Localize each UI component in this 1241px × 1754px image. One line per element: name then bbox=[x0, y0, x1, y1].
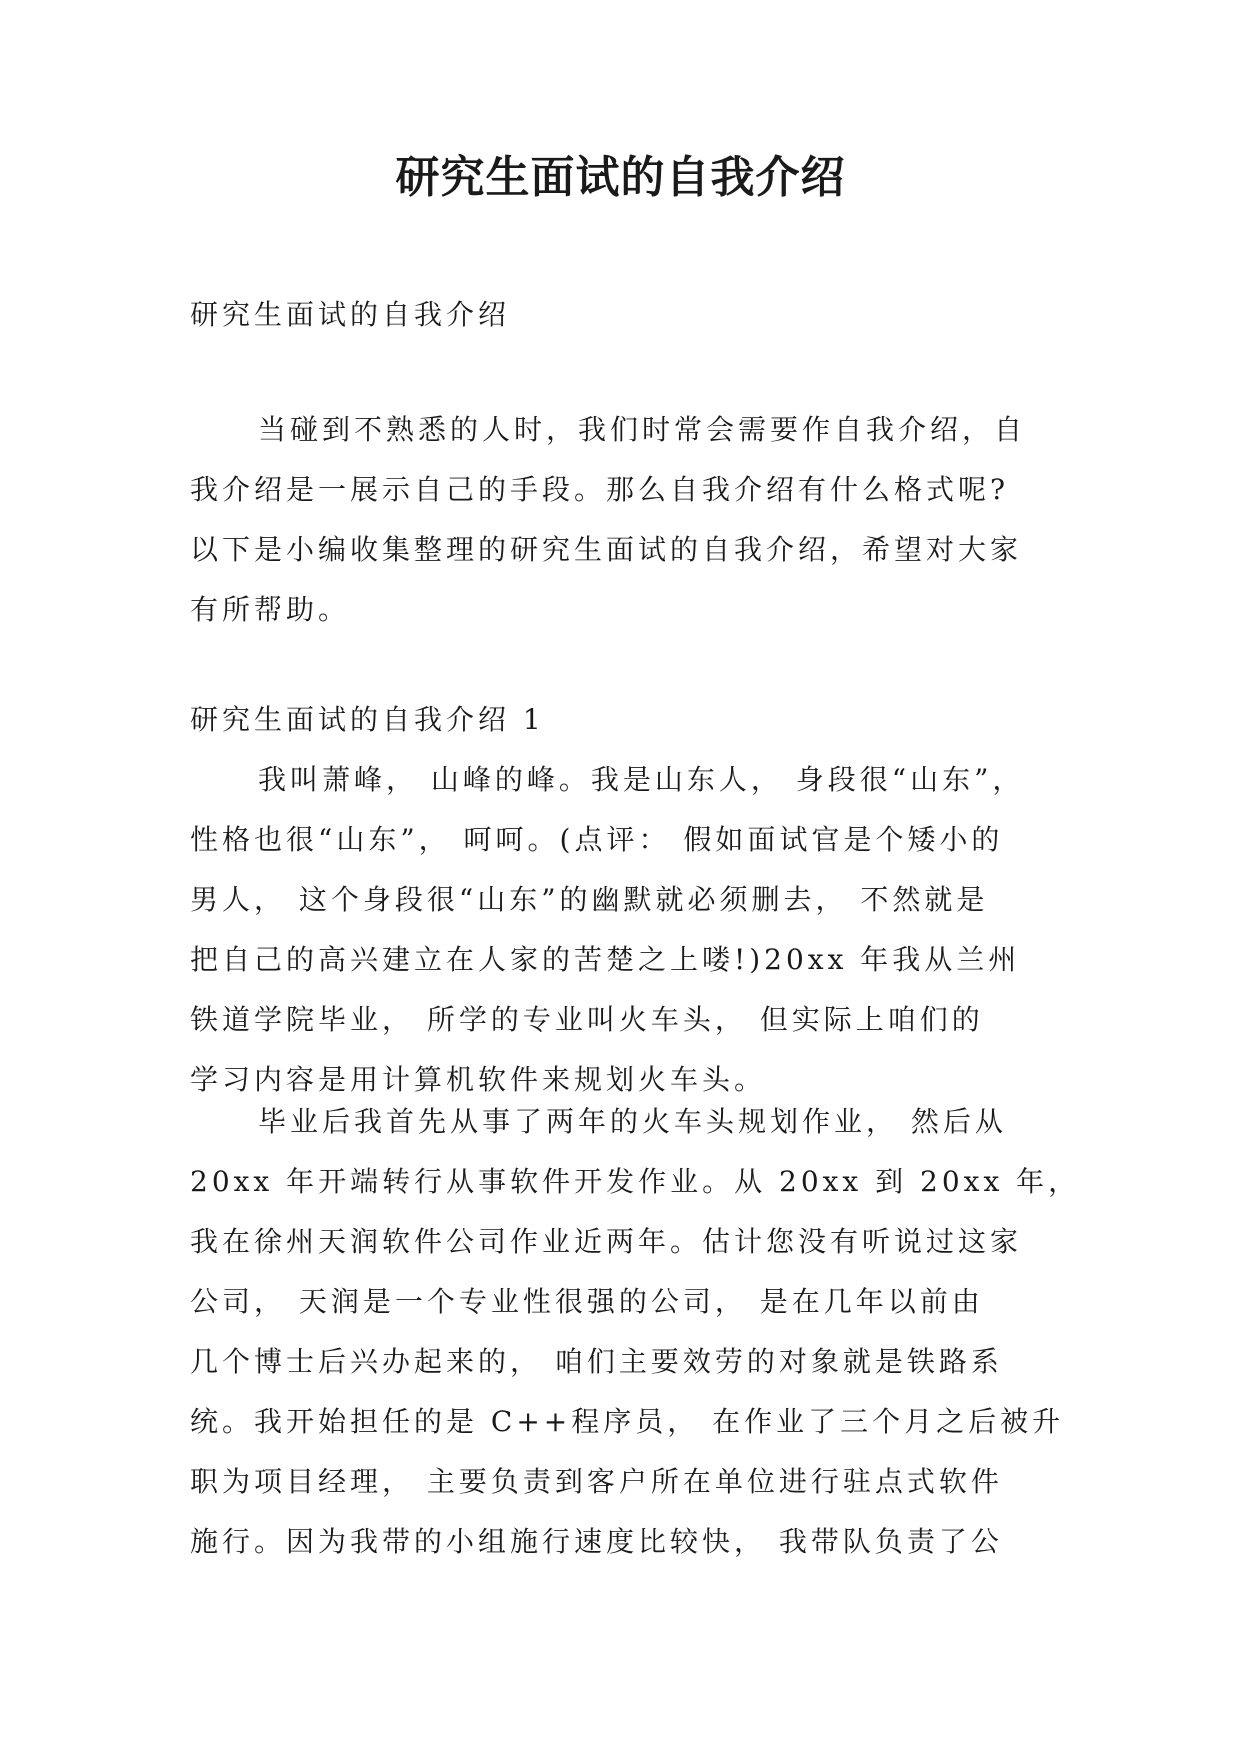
section1-paragraph-2 bbox=[190, 1092, 1081, 1572]
paragraph-line: 统。我开始担任的是 C++程序员， 在作业了三个月之后被升 bbox=[190, 1405, 1065, 1438]
paragraph-line: 当碰到不熟悉的人时，我们时常会需要作自我介绍，自 bbox=[258, 413, 1027, 446]
paragraph-line: 学习内容是用计算机软件来规划火车头。 bbox=[190, 1063, 767, 1096]
paragraph-line: 我介绍是一展示自己的手段。那么自我介绍有什么格式呢? bbox=[190, 473, 1010, 506]
paragraph-line: 男人， 这个身段很“山东”的幽默就必须删去， 不然就是 bbox=[190, 883, 989, 916]
paragraph-line: 施行。因为我带的小组施行速度比较快， 我带队负责了公 bbox=[190, 1525, 1003, 1558]
paragraph-line: 我在徐州天润软件公司作业近两年。估计您没有听说过这家 bbox=[190, 1225, 1023, 1258]
paragraph-line: 几个博士后兴办起来的， 咱们主要效劳的对象就是铁路系 bbox=[190, 1345, 1003, 1378]
paragraph-line: 公司， 天润是一个专业性很强的公司， 是在几年以前由 bbox=[190, 1285, 984, 1318]
paragraph-line: 我叫萧峰， 山峰的峰。我是山东人， 身段很“山东”， bbox=[258, 763, 1025, 796]
subtitle bbox=[190, 285, 1060, 345]
paragraph-line: 有所帮助。 bbox=[190, 593, 351, 626]
document-title: 研究生面试的自我介绍 bbox=[395, 152, 846, 203]
section1-paragraph-1 bbox=[190, 750, 1060, 1110]
paragraph-line: 20xx 年开端转行从事软件开发作业。从 20xx 到 20xx 年， bbox=[190, 1165, 1081, 1198]
subtitle-text: 研究生面试的自我介绍 bbox=[190, 298, 511, 331]
paragraph-line: 职为项目经理， 主要负责到客户所在单位进行驻点式软件 bbox=[190, 1465, 1003, 1498]
paragraph-line: 铁道学院毕业， 所学的专业叫火车头， 但实际上咱们的 bbox=[190, 1003, 984, 1036]
paragraph-line: 以下是小编收集整理的研究生面试的自我介绍，希望对大家 bbox=[190, 533, 1023, 566]
paragraph-line: 毕业后我首先从事了两年的火车头规划作业， 然后从 bbox=[258, 1105, 1007, 1138]
paragraph-line: 性格也很“山东”， 呵呵。(点评： 假如面试官是个矮小的 bbox=[190, 823, 1004, 856]
section-heading-text: 研究生面试的自我介绍 1 bbox=[190, 703, 545, 736]
section-heading bbox=[190, 690, 1060, 750]
intro-paragraph bbox=[190, 400, 1060, 640]
paragraph-line: 把自己的高兴建立在人家的苦楚之上喽!)20xx 年我从兰州 bbox=[190, 943, 1021, 976]
